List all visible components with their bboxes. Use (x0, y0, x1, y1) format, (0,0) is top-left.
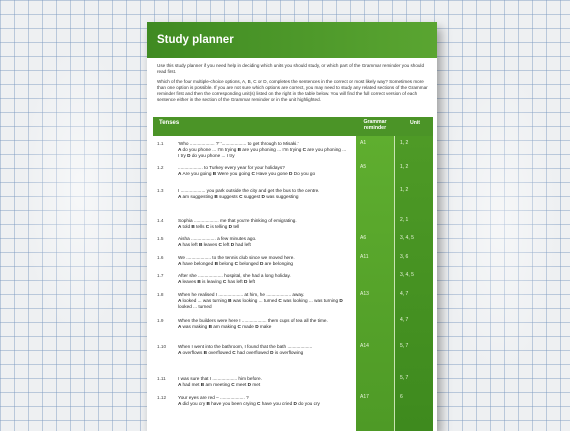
question-number: 1.2 (157, 165, 164, 170)
question-number: 1.11 (157, 376, 166, 381)
intro-paragraph-1: Use this study planner if you need help in deciding which units you should study, or which part of the Grammar reminder you should read first. (157, 63, 425, 74)
option-letter: D (261, 193, 267, 199)
option-letter: D (230, 241, 236, 247)
option-b: B belong (214, 260, 235, 266)
option-letter: B (237, 146, 243, 152)
option-b: B was looking ... turned (228, 297, 279, 303)
unit-ref: 3, 4, 5 (400, 235, 414, 241)
unit-ref: 4, 7 (400, 291, 409, 297)
question-options (178, 324, 348, 330)
question-options (178, 261, 348, 267)
unit-ref: 5, 7 (400, 375, 409, 381)
option-letter: B (203, 349, 209, 355)
option-c: C have you cried (257, 400, 294, 406)
header-grammar-reminder: Grammar reminder (363, 119, 387, 131)
option-letter: D (247, 381, 253, 387)
option-c: C is telling (205, 223, 229, 229)
option-a: A do you phone ... I'm trying (178, 146, 238, 152)
unit-ref: 5, 7 (400, 343, 409, 349)
option-letter: A (178, 349, 183, 355)
question-stem: I was sure that I ................... him before. (178, 376, 262, 381)
option-letter: B (208, 323, 214, 329)
option-a: A Are you going (178, 170, 213, 176)
grammar-reminder-ref: A17 (360, 394, 369, 400)
question-options (178, 194, 348, 200)
option-b: B have you been crying (206, 400, 258, 406)
page-title: Study planner (157, 34, 234, 46)
option-letter: D (187, 152, 192, 158)
question-stem: ................... to Turkey every year for your holidays? (178, 165, 285, 170)
option-b: B tells (191, 223, 206, 229)
question-stem: Your eyes are red – ................... ? (178, 395, 249, 400)
option-letter: A (178, 381, 183, 387)
question-stem: When the builders were here I ................... them cups of tea all the time. (178, 318, 328, 323)
option-b: B are you phoning ... I'm trying (237, 146, 303, 152)
option-c: C made (237, 323, 256, 329)
question-stem: We ................... to the tennis club since we moved here. (178, 255, 295, 260)
unit-ref: 1, 2 (400, 140, 409, 146)
option-letter: A (178, 260, 183, 266)
option-c: C has left (222, 278, 245, 284)
option-letter: D (293, 400, 299, 406)
question-options (178, 401, 348, 407)
option-letter: C (234, 260, 240, 266)
question-stem: Sophia ................... me that you're thinking of emigrating. (178, 218, 297, 223)
question-number: 1.1 (157, 141, 164, 146)
option-d: D tell (228, 223, 240, 229)
option-letter: C (237, 323, 243, 329)
option-c: C left (218, 241, 231, 247)
option-letter: C (222, 278, 228, 284)
question-body (178, 165, 348, 177)
option-d: D are belonging (259, 260, 294, 266)
option-letter: A (178, 223, 183, 229)
option-letter: A (178, 400, 183, 406)
question-stem: Aisha ................... a few minutes ago. (178, 236, 257, 241)
option-letter: D (244, 278, 249, 284)
option-d: D Do you go (289, 170, 316, 176)
option-letter: D (270, 349, 275, 355)
unit-ref: 4, 7 (400, 317, 409, 323)
option-letter: A (178, 297, 183, 303)
option-d: D met (247, 381, 261, 387)
question-options (178, 171, 348, 177)
table-header (153, 117, 433, 136)
question-options (178, 350, 348, 356)
question-stem: When I went into the bathroom, I found that the bath ................... (178, 344, 313, 349)
option-c: C meet (231, 381, 248, 387)
intro-paragraph-2: Which of the four multiple-choice options, A, B, C or D, completes the sentences in the correct or most likely way? Sometimes more than one option is possible. If you are not sure which options are correct, you may need to study any related sections of the Grammar reminder first and then the corresponding unit(s) listed on the right in the table below. You will find the full correct version of each sentence either in the section of the Grammar reminder or in the unit highlighted. (157, 79, 428, 102)
question-body (178, 236, 348, 248)
option-letter: B (191, 223, 197, 229)
question-body (178, 218, 348, 230)
option-letter: C (232, 349, 237, 355)
option-letter: B (228, 297, 233, 303)
question-number: 1.12 (157, 395, 167, 400)
question-body (178, 292, 348, 310)
question-options (178, 279, 348, 285)
option-b: B Were you going (212, 170, 252, 176)
option-a: A has left (178, 241, 199, 247)
option-letter: C (205, 223, 211, 229)
question-body (178, 318, 348, 330)
question-number: 1.3 (157, 188, 164, 193)
option-a: A am suggesting (178, 193, 215, 199)
option-letter: D (289, 170, 294, 176)
question-body (178, 141, 348, 159)
header-unit: Unit (409, 120, 421, 126)
option-letter: B (197, 278, 203, 284)
unit-ref: 6 (400, 394, 403, 400)
option-letter: B (212, 170, 218, 176)
question-options (178, 147, 348, 159)
option-c: C was looking ... was turning (278, 297, 340, 303)
option-letter: A (178, 323, 183, 329)
question-number: 1.10 (157, 344, 167, 349)
option-letter: C (302, 146, 308, 152)
option-letter: C (218, 241, 224, 247)
option-letter: A (178, 146, 183, 152)
grammar-reminder-ref: A14 (360, 343, 369, 349)
question-number: 1.5 (157, 236, 164, 241)
unit-ref: 1, 2 (400, 164, 409, 170)
option-a: A told (178, 223, 192, 229)
question-stem: After she ................... hospital, she had a long holiday. (178, 273, 291, 278)
grammar-reminder-ref: A13 (360, 291, 369, 297)
question-number: 1.8 (157, 292, 164, 297)
option-c: C had overflowed (232, 349, 271, 355)
unit-ref: 1, 2 (400, 187, 409, 193)
question-options (178, 242, 348, 248)
grammar-reminder-ref: A5 (360, 164, 367, 170)
question-body (178, 376, 348, 388)
intro-text (157, 63, 429, 107)
paper-crumple-left (20, 40, 140, 340)
option-b: B suggests (214, 193, 240, 199)
option-a: A looked ... was turning (178, 297, 229, 303)
option-d: D make (255, 323, 272, 329)
option-d: D is overflowing (270, 349, 304, 355)
question-body (178, 395, 348, 407)
grammar-reminder-ref: A11 (360, 254, 369, 260)
grammar-reminder-ref: A1 (360, 140, 367, 146)
option-b: B overflowed (203, 349, 233, 355)
option-letter: D (255, 323, 260, 329)
option-d: D do you cry (293, 400, 320, 406)
option-a: A have belonged (178, 260, 215, 266)
unit-column-fill (395, 136, 433, 431)
question-options (178, 224, 348, 230)
option-a: A was making (178, 323, 209, 329)
option-d: D was suggesting (261, 193, 299, 199)
question-body (178, 188, 348, 200)
question-number: 1.7 (157, 273, 164, 278)
option-a: A leaves (178, 278, 198, 284)
option-letter: B (214, 260, 220, 266)
paper-crumple-right (440, 60, 560, 380)
option-a: A did you cry (178, 400, 207, 406)
option-d: D looked ... turned (178, 297, 343, 309)
question-body (178, 273, 348, 285)
option-c: C belonged (234, 260, 260, 266)
option-letter: D (339, 297, 343, 303)
option-c: C suggest (239, 193, 262, 199)
question-number: 1.6 (157, 255, 164, 260)
grammar-column-fill (356, 136, 395, 431)
header-tenses: Tenses (159, 120, 180, 126)
question-stem: 'Who ................... ?' '................... to get through to Misaki.' (178, 141, 299, 146)
unit-ref: 3, 6 (400, 254, 409, 260)
option-letter: D (228, 223, 234, 229)
option-letter: B (200, 381, 206, 387)
option-a: A had met (178, 381, 201, 387)
option-letter: B (206, 400, 212, 406)
option-b: B is leaving (197, 278, 223, 284)
option-letter: C (231, 381, 236, 387)
option-letter: C (278, 297, 284, 303)
question-options (178, 382, 348, 388)
option-d: D left (244, 278, 255, 284)
option-a: A overflows (178, 349, 204, 355)
option-letter: C (251, 170, 257, 176)
question-body (178, 255, 348, 267)
option-letter: B (198, 241, 204, 247)
option-letter: A (178, 278, 183, 284)
option-b: B leaves (198, 241, 219, 247)
option-letter: B (214, 193, 219, 199)
grammar-reminder-ref: A6 (360, 235, 367, 241)
question-stem: I ................... you park outside the city and get the bus to the centre. (178, 188, 320, 193)
question-number: 1.9 (157, 318, 164, 323)
question-number: 1.4 (157, 218, 164, 223)
option-letter: C (239, 193, 244, 199)
option-letter: D (259, 260, 265, 266)
question-body (178, 344, 348, 356)
option-d: D do you phone ... I try (187, 152, 235, 158)
option-letter: C (257, 400, 262, 406)
option-c: C Have you gone (251, 170, 290, 176)
study-planner-sheet (147, 22, 437, 431)
option-b: B am meeting (200, 381, 232, 387)
unit-ref: 2, 1 (400, 217, 409, 223)
option-letter: A (178, 241, 183, 247)
option-letter: A (178, 193, 183, 199)
question-options (178, 298, 348, 310)
unit-ref: 3, 4, 5 (400, 272, 414, 278)
question-stem: When he realised I ................... at him, he ................... away. (178, 292, 305, 297)
option-b: B am making (208, 323, 238, 329)
option-letter: A (178, 170, 183, 176)
option-c: C are you phoning ... I try (178, 146, 347, 158)
option-d: D had left (230, 241, 251, 247)
